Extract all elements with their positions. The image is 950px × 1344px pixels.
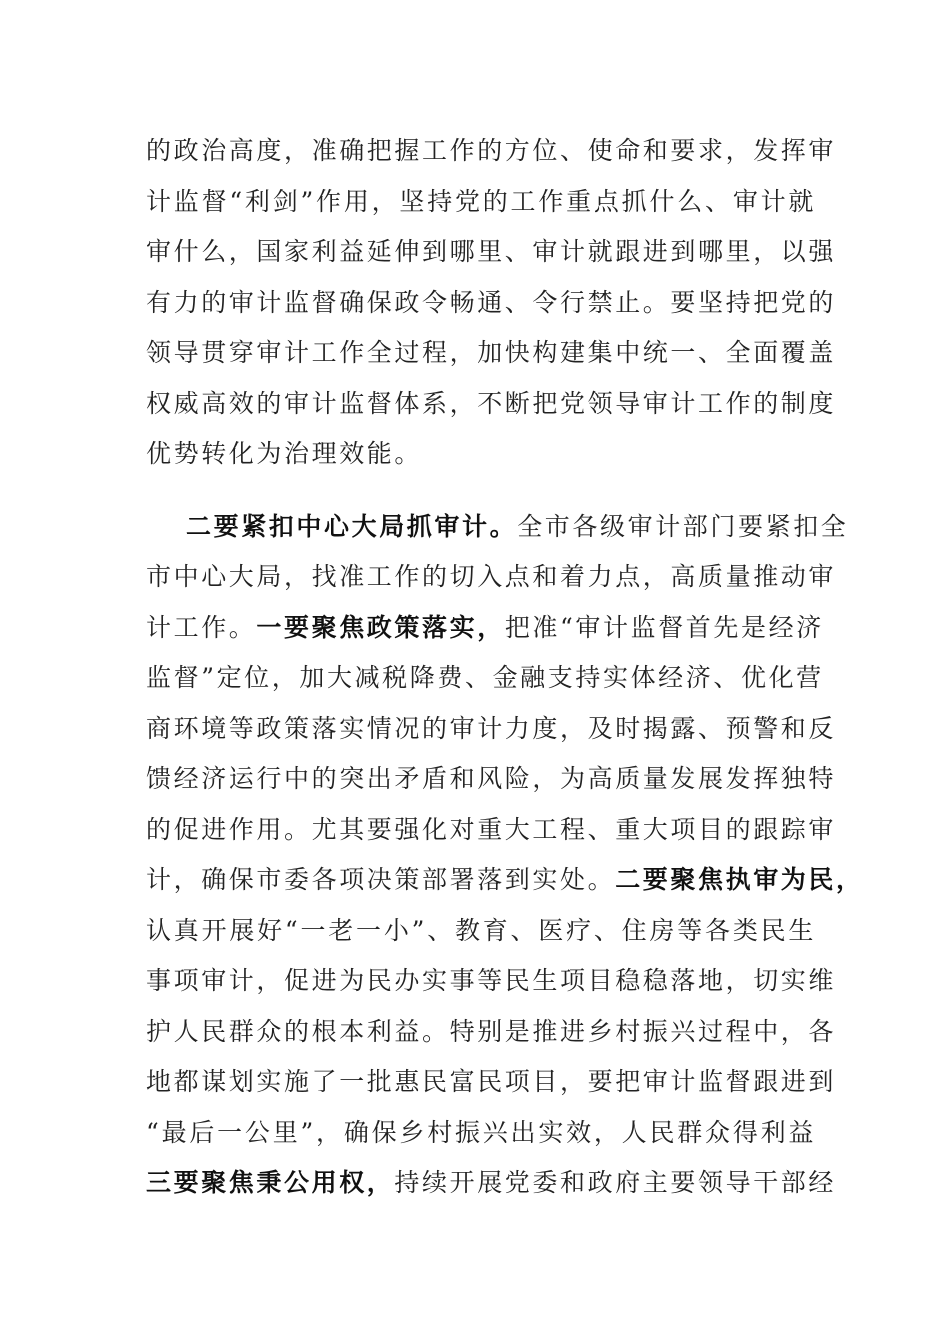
text-line <box>146 502 849 553</box>
point-heading-people: 二要聚焦执审为民， <box>615 865 864 894</box>
text-line: 监督”定位，加大减税降费、金融支持实体经济、优化营 <box>146 663 824 692</box>
text-run: 计，确保市委各项决策部署落到实处。 <box>146 865 616 894</box>
text-line: 商环境等政策落实情况的审计力度，及时揭露、预警和反 <box>146 713 837 743</box>
text-line: 护人民群众的根本利益。特别是推进乡村振兴过程中，各 <box>146 1016 837 1046</box>
text-line <box>146 603 824 654</box>
text-line: 的促进作用。尤其要强化对重大工程、重大项目的跟踪审 <box>146 814 837 844</box>
text-line: 事项审计，促进为民办实事等民生项目稳稳落地，切实维 <box>146 966 837 995</box>
text-line <box>146 855 864 906</box>
text-line: 优势转化为治理效能。 <box>146 439 423 468</box>
text-run: 把准“审计监督首先是经济 <box>504 612 824 642</box>
point-heading-policy: 一要聚焦政策落实， <box>256 612 505 642</box>
text-line: 审什么，国家利益延伸到哪里、审计就跟进到哪里，以强 <box>146 237 837 266</box>
paragraph-spacer <box>146 480 816 502</box>
text-line: 计监督“利剑”作用，坚持党的工作重点抓什么、审计就 <box>146 186 816 216</box>
text-line: 有力的审计监督确保政令畅通、令行禁止。要坚持把党的 <box>146 287 837 317</box>
text-line: “最后一公里”，确保乡村振兴出实效，人民群众得利益 <box>146 1117 816 1147</box>
text-line: 权威高效的审计监督体系，不断把党领导审计工作的制度 <box>146 388 837 418</box>
text-line: 认真开展好“一老一小”、教育、医疗、住房等各类民生 <box>146 915 816 945</box>
paragraph-center-overall <box>146 502 864 1209</box>
text-line <box>146 1158 837 1209</box>
text-run: 计工作。 <box>146 612 257 642</box>
document-body <box>146 126 864 1209</box>
point-heading-power: 三要聚焦秉公用权， <box>146 1168 395 1197</box>
paragraph-political-height <box>146 126 837 480</box>
text-line: 领导贯穿审计工作全过程，加快构建集中统一、全面覆盖 <box>146 338 837 367</box>
text-line: 馈经济运行中的突出矛盾和风险，为高质量发展发挥独特 <box>146 764 837 793</box>
text-line: 的政治高度，准确把握工作的方位、使命和要求，发挥审 <box>146 136 837 165</box>
section-heading: 二要紧扣中心大局抓审计。 <box>186 511 518 541</box>
text-line: 地都谋划实施了一批惠民富民项目，要把审计监督跟进到 <box>146 1067 837 1096</box>
text-run: 全市各级审计部门要紧扣全 <box>517 511 849 541</box>
text-run: 持续开展党委和政府主要领导干部经 <box>394 1168 837 1197</box>
text-line: 市中心大局，找准工作的切入点和着力点，高质量推动审 <box>146 562 837 591</box>
